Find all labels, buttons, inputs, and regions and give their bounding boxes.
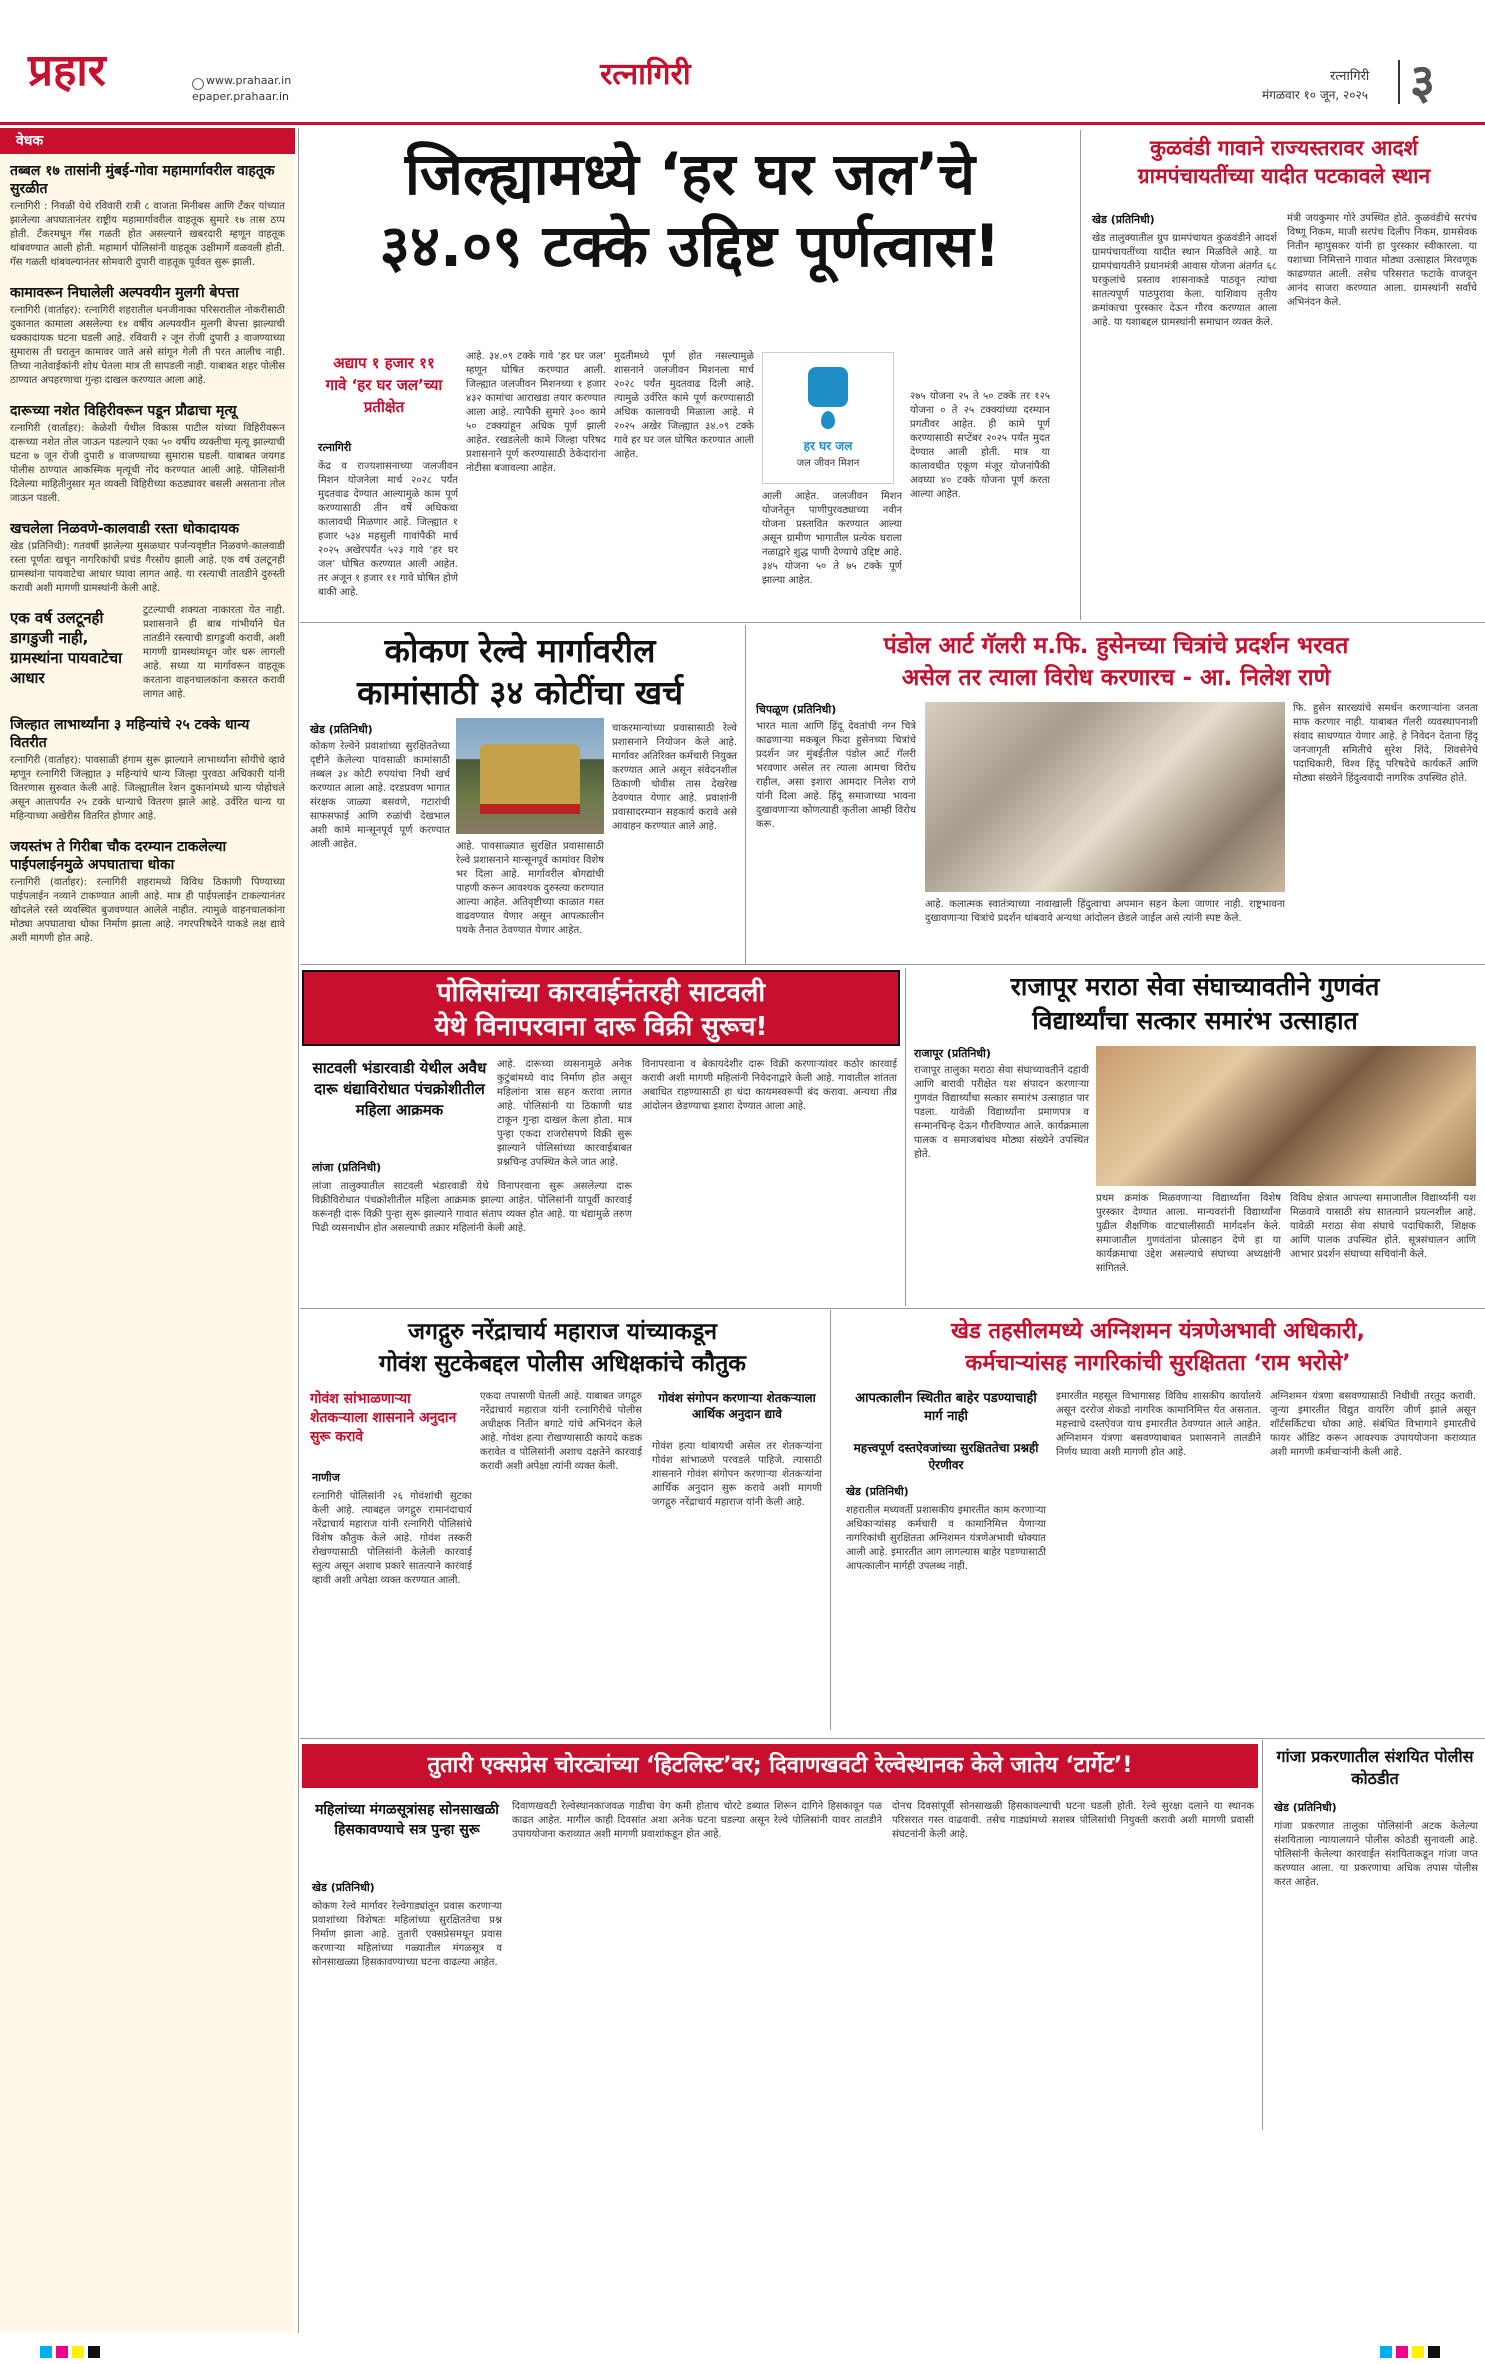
lead-deck: अद्याप १ हजार ११ गावे ‘हर घर जल’च्या प्रतीक्षेत bbox=[325, 354, 443, 416]
felicitation-photo bbox=[1096, 1046, 1476, 1186]
edition-title: रत्नागिरी bbox=[600, 57, 691, 92]
sidebar-story-body: खेड (प्रतिनिधी): गतवर्षी झालेल्या मुसळधार पर्जन्यवृष्टीत निळवणे-कालवाडी रस्ता पूर्णतः खचून नागरिकांची प्रचंड गैरसोय झाली आहे. एक वर्ष उलटूनही ग्रामस्थांना पायवाटेचा आधार घ्यावा लागत आहे. या रस्त्याची तातडीने दुरुस्ती करावी अशी मागणी ग्रामस्थांनी केली आहे. bbox=[10, 541, 285, 594]
khed-fire-body-col2: इमारतीत महसूल विभागासह विविध शासकीय कार्यालये असून दररोज शेकडो नागरिक कामानिमित्त येत असतात. महत्त्वाचे दस्तऐवज याच इमारतीत ठेवण्यात आले आहेत. अग्निशमन यंत्रणा बसवण्याबाबत प्रशासनाने तातडीने निर्णय घ्यावा अशी मागणी होत आहे. bbox=[1056, 1391, 1261, 1458]
sathavali-headline-line2: येथे विनापरवाना दारू विक्री सुरूच! bbox=[434, 1012, 768, 1042]
sidebar-story-body: रत्नागिरी (वार्ताहर): रत्नागिरी शहरामध्ये विविध ठिकाणी पिण्याच्या पाईपलाईन नव्याने टाकण्यात आली आहे. मात्र ही पाईपलाईन टाकल्यानंतर खोदलेले रस्ते व्यवस्थित बुजवण्यात आलेले नाहीत. त्यामुळे वाहनचालकांना मोठ्या अपघाताचा धोका निर्माण झाला आहे. नगरपरिषदेने याकडे लक्ष द्यावे अशी मागणी होत आहे. bbox=[10, 877, 285, 944]
sidebar-story-body: रत्नागिरी : निवळी येथे रविवारी रात्री ८ वाजता मिनीबस आणि टँकर यांच्यात झालेल्या अपघातानंतर राष्ट्रीय महामार्गावरील वाहतूक सुमारे १७ तास ठप्प होती. टँकरमधून गॅस गळती होत असल्याने खबरदारी म्हणून वाहतूक थांबवण्यात आली होती. महामार्ग पोलिसांनी वाहतूक उक्षीमार्गे वळवली होती. गॅस गळती थांबवल्यानंतर सोमवारी दुपारी वाहतूक पूर्ववत सुरू झाली. bbox=[10, 201, 285, 268]
jagadguru-deck: गोवंश सांभाळणाऱ्या शेतकऱ्याला शासनाने अनुदान सुरू करावे bbox=[310, 1391, 457, 1445]
edition-right: रत्नागिरी bbox=[1330, 69, 1370, 84]
water-drop-icon bbox=[821, 411, 835, 429]
color-registration-strip bbox=[0, 2340, 1485, 2364]
website-url: www.prahaar.in bbox=[206, 74, 292, 87]
tutari-deck: महिलांच्या मंगळसूत्रांसह सोनसाखळी हिसकावण्याचे सत्र पुन्हा सुरू bbox=[315, 1802, 499, 1838]
jagadguru-body-col3: गोवंश हत्या थांबायची असेल तर शेतकऱ्यांना गोवंश सांभाळणे परवडले पाहिजे. त्यासाठी शासनाने गोवंश संगोपन करणाऱ्या शेतकऱ्यांना आर्थिक अनुदान सुरू करावे अशी मागणी जगद्गुरु नरेंद्राचार्य महाराज यांनी केली आहे. bbox=[652, 1441, 822, 1508]
jagadguru-right-rule bbox=[830, 1310, 831, 1730]
jagadguru-headline-line1: जगद्गुरु नरेंद्राचार्य महाराज यांच्याकडून bbox=[407, 1319, 718, 1345]
rajapur-headline bbox=[910, 970, 1480, 1038]
black-swatch bbox=[1428, 2346, 1440, 2358]
magenta-swatch bbox=[1396, 2346, 1408, 2358]
khed-fire-deck2: महत्त्वपूर्ण दस्तऐवजांच्या सुरक्षिततेचा प्रश्नही ऐरणीवर bbox=[853, 1441, 1039, 1472]
nilesh-rane-photo bbox=[925, 702, 1285, 892]
sidebar-story-title: जिल्हात लाभार्थ्यांना ३ महिन्यांचे २५ टक्के धान्य वितरीत bbox=[10, 717, 250, 751]
khed-fire-headline-line1: खेड तहसीलमध्ये अग्निशमन यंत्रणेअभावी अधिकारी, bbox=[951, 1319, 1365, 1344]
pandol-headline-line1: पंडोल आर्ट गॅलरी म.फि. हुसेनच्या चित्रांचे प्रदर्शन भरवत bbox=[883, 633, 1349, 659]
yellow-swatch bbox=[1412, 2346, 1424, 2358]
page-number: ३ bbox=[1410, 54, 1435, 110]
locomotive-shape bbox=[480, 744, 580, 814]
sidebar-rule bbox=[298, 128, 299, 2333]
kudavandi-headline-line2: ग्रामपंचायतींच्या यादीत पटकावले स्थान bbox=[1137, 164, 1431, 188]
pandol-headline bbox=[752, 630, 1480, 694]
kudavandi-body-col1: खेड तालुक्यातील ग्रुप ग्रामपंचायत कुळवंडीने आदर्श ग्रामपंचायतींच्या यादीत स्थान मिळविले आहे. या ग्रामपंचायतीने प्रधानमंत्री आवास योजना अंतर्गत ६८ घरकुलांचे प्रस्ताव शासनाकडे पाठवून त्यांचा सातत्यपूर्ण पाठपुरावा केला. याशिवाय तृतीय क्रमांकाचा पुरस्कार देऊन गौरव करण्यात आला आहे. या यशाबद्दल ग्रामस्थांनी समाधान व्यक्त केले. bbox=[1092, 233, 1277, 328]
tutari-byline: खेड (प्रतिनिधी) bbox=[312, 1881, 375, 1894]
lead-headline bbox=[310, 138, 1070, 282]
jagadguru-headline-line2: गोवंश सुटकेबद्दल पोलीस अधिक्षकांचे कौतुक bbox=[379, 1351, 746, 1377]
sidebar-section-label: वेधक bbox=[0, 128, 295, 154]
konkan-body-col3: चाकरमान्यांच्या प्रवासासाठी रेल्वे प्रशासनाने नियोजन केले आहे. मार्गावर अतिरिक्त कर्मचारी नियुक्त करण्यात आले असून संवेदनशील ठिकाणी चोवीस तास देखरेख ठेवण्यात येणार आहे. प्रवाशांनी प्रवासादरम्यान सहकार्य करावे असे आवाहन करण्यात आले आहे. bbox=[612, 723, 737, 832]
tutari-body-col3: दोनच दिवसांपूर्वी सोनसाखळी हिसकावल्याची घटना घडली होती. रेल्वे सुरक्षा दलाने या स्थानक परिसरात गस्त वाढवावी. तसेच गाड्यांमध्ये सशस्त्र पोलिसांची नियुक्ती करावी अशी मागणी प्रवासी संघटनांनी केली आहे. bbox=[892, 1801, 1254, 1840]
kudavandi-headline bbox=[1088, 134, 1480, 190]
khed-fire-headline bbox=[836, 1316, 1480, 1380]
konkan-headline-line2: कामांसाठी ३४ कोटींचा खर्च bbox=[356, 673, 684, 712]
rajapur-body-col3: विविध क्षेत्रात आपल्या समाजातील विद्यार्थ्यांनी यश मिळवावे यासाठी संघ सातत्याने प्रयत्नशील आहे. यावेळी मराठा सेवा संघाचे पदाधिकारी, शिक्षक आणि पालक उपस्थित होते. सूत्रसंचालन आणि आभार प्रदर्शन संघाच्या सचिवांनी केले. bbox=[1290, 1193, 1476, 1260]
ganja-body: गांजा प्रकरणात तालुका पोलिसांनी अटक केलेल्या संशयिताला न्यायालयाने पोलीस कोठडी सुनावली आहे. पोलिसांनी केलेल्या कारवाईत संशयिताकडून गांजा जप्त करण्यात आला. या प्रकरणाचा अधिक तपास पोलीस करत आहेत. bbox=[1274, 1821, 1478, 1888]
magenta-swatch bbox=[56, 2346, 68, 2358]
row2-bottom-rule bbox=[300, 964, 1485, 965]
konkan-body-col1: कोकण रेल्वेने प्रवाशांच्या सुरक्षिततेच्या दृष्टीने केलेल्या पावसाळी कामांसाठी तब्बल ३४ कोटी रुपयांचा निधी खर्च करण्यात आला आहे. दरडप्रवण भागात संरक्षक जाळ्या बसवणे, गटारांची साफसफाई आणि रुळांची देखभाल अशी कामे मान्सूनपूर्व पूर्ण करण्यात आली आहेत. bbox=[310, 741, 450, 850]
lead-body-col3: मुदतीमध्ये पूर्ण होत नसल्यामुळे शासनाने जलजीवन मिशनला मार्च २०२८ पर्यंत मुदतवाढ दिली आहे. त्यामुळे उर्वरित कामे पूर्ण करण्यासाठी अधिक कालावधी मिळाला आहे. मे २०२५ अखेर जिल्ह्यात ३४.०९ टक्के गावे हर घर जल घोषित करण्यात आली आहेत. bbox=[614, 351, 754, 460]
tutari-body-col2: दिवाणखवटी रेल्वेस्थानकाजवळ गाडीचा वेग कमी होताच चोरटे डब्यात शिरून दागिने हिसकावून पळ काढत आहेत. मागील काही दिवसांत अशा अनेक घटना घडल्या असून रेल्वे पोलिसांनी यावर तातडीने उपाययोजना कराव्यात अशी मागणी प्रवाशांकडून होत आहे. bbox=[512, 1801, 882, 1840]
inline-story-title: एक वर्ष उलटूनही डागडुजी नाही, ग्रामस्थांना पायवाटेचा आधार bbox=[10, 609, 123, 687]
rajapur-headline-line2: विद्यार्थ्यांचा सत्कार समारंभ उत्साहात bbox=[1032, 1006, 1358, 1035]
sathavali-headline-line1: पोलिसांच्या कारवाईनंतरही साटवली bbox=[436, 978, 766, 1008]
har-ghar-jal-logo bbox=[762, 352, 894, 484]
tutari-body-col1: कोकण रेल्वे मार्गावर रेल्वेगाड्यांतून प्रवास करणाऱ्या प्रवाशांच्या विशेषतः महिलांच्या सुरक्षिततेचा प्रश्न निर्माण झाला आहे. तुतारी एक्सप्रेसमधून प्रवास करणाऱ्या महिलांच्या गळ्यातील मंगळसूत्र व सोनसाखळ्या हिसकावण्याच्या घटना वाढल्या आहेत. bbox=[312, 1901, 502, 1968]
sathavali-headline-box bbox=[302, 970, 900, 1046]
jagadguru-body-col2: एकदा तपासणी घेतली आहे. याबाबत जगद्गुरु नरेंद्राचार्य महाराज यांनी रत्नागिरीचे पोलीस अधीक्षक नितीन बगाटे यांचे अभिनंदन केले आहे. गोवंश हत्या रोखण्यासाठी कायदे कडक करावेत व पोलिसांनी अशाच दक्षतेने कारवाई करावी अशी अपेक्षा त्यांनी व्यक्त केली. bbox=[480, 1391, 642, 1472]
tutari-headline: तुतारी एक्सप्रेस चोरट्यांच्या ‘हिटलिस्ट’वर; दिवाणखवटी रेल्वेस्थानक केले जातेय ‘टार्गेट’! bbox=[302, 1744, 1258, 1788]
khed-fire-headline-line2: कर्मचाऱ्यांसह नागरिकांची सुरक्षितता ‘राम भरोसे’ bbox=[965, 1351, 1351, 1376]
masthead-rule bbox=[0, 122, 1485, 125]
sathavali-body-col3: विनापरवाना व बेकायदेशीर दारू विक्री करणाऱ्यांवर कठोर कारवाई करावी अशी मागणी महिलांनी निवेदनाद्वारे केली आहे. गावातील शांतता अबाधित राहण्यासाठी हा धंदा कायमस्वरूपी बंद करावा. अन्यथा तीव्र आंदोलन छेडण्याचा इशारा देण्यात आला आहे. bbox=[642, 1059, 897, 1112]
epaper-url: epaper.prahaar.in bbox=[192, 90, 289, 103]
jagadguru-byline: नाणीज bbox=[312, 1471, 340, 1484]
sidebar-story-body: रत्नागिरी (वार्ताहर): केळेशी येथील विकास पाटील यांच्या विहिरीवरून दारूच्या नशेत तोल जाऊन पडल्याने एका ५० वर्षीय व्यक्तीचा मृत्यू झाल्याची घटना ७ जून रोजी दुपारी ४ वाजण्याच्या सुमारास घडली. याबाबत जयगड पोलीस ठाण्यात आकस्मिक मृत्यूची नोंद करण्यात आली आहे. पोलिसांनी दिलेल्या माहितीनुसार मृत व्यक्ती विहिरीच्या कठड्यावर बसली असताना तोल जाऊन पडली. bbox=[10, 423, 285, 504]
globe-icon bbox=[192, 78, 204, 90]
jagadguru-sub-deck: गोवंश संगोपन करणाऱ्या शेतकऱ्याला आर्थिक अनुदान द्यावे bbox=[658, 1391, 816, 1421]
khed-fire-body-col3: अग्निशमन यंत्रणा बसवण्यासाठी निधीची तरतूद करावी. जुन्या इमारतीत विद्युत वायरिंग जीर्ण झाले असून शॉर्टसर्किटचा धोका आहे. संबंधित विभागाने इमारतीचे फायर ऑडिट करून आवश्यक उपाययोजना कराव्यात अशी मागणी कर्मचाऱ्यांनी केली आहे. bbox=[1270, 1391, 1476, 1458]
konkan-headline bbox=[300, 630, 740, 714]
khed-fire-byline: खेड (प्रतिनिधी) bbox=[846, 1485, 909, 1498]
yellow-swatch bbox=[72, 2346, 84, 2358]
row3-bottom-rule bbox=[300, 1308, 1485, 1309]
kudavandi-byline: खेड (प्रतिनिधी) bbox=[1092, 213, 1155, 226]
rajapur-body-col2: प्रथम क्रमांक मिळवणाऱ्या विद्यार्थ्यांना विशेष पुरस्कार देण्यात आला. मान्यवरांनी विद्यार्थ्यांना पुढील शैक्षणिक वाटचालीसाठी मार्गदर्शन केले. समाजातील गुणवंतांना प्रोत्साहन देणे हा या कार्यक्रमाचा उद्देश असल्याचे संघाच्या अध्यक्षांनी सांगितले. bbox=[1096, 1193, 1281, 1274]
kudavandi-body-col2: मंत्री जयकुमार गोरे उपस्थित होते. कुळवंडीचे सरपंच विष्णू निकम, माजी सरपंच दिलीप निकम, ग्रामसेवक नितीन म्हापुसकर यांनी हा पुरस्कार स्वीकारला. या यशाच्या निमित्ताने गावात मोठ्या उत्साहात मिरवणूक काढण्यात आली. तसेच परिसरात फटाके वाजवून आनंद साजरा करण्यात आला. ग्रामस्थांनी सर्वांचे अभिनंदन केले. bbox=[1287, 213, 1477, 308]
issue-date: मंगळवार १० जून, २०२५ bbox=[1262, 88, 1369, 102]
kudavandi-headline-line1: कुळवंडी गावाने राज्यस्तरावर आदर्श bbox=[1150, 136, 1418, 160]
jagadguru-headline bbox=[300, 1316, 825, 1380]
sidebar-story-title: जयस्तंभ ते गिरीबा चौक दरम्यान टाकलेल्या पाईपलाईनमुळे अपघाताचा धोका bbox=[10, 839, 227, 873]
lead-headline-line1: जिल्ह्यामध्ये ‘हर घर जल’चे bbox=[404, 140, 976, 208]
lead-bottom-rule bbox=[300, 622, 1485, 623]
pandol-body-col1: भारत माता आणि हिंदू देवतांची नग्न चित्रे काढणाऱ्या मकबूल फिदा हुसेनच्या चित्रांचे प्रदर्शन जर मुंबईतील पंडोल आर्ट गॅलरी भरवणार असेल तर त्याला आमचा विरोध राहील, असा इशारा आमदार निलेश राणे यांनी दिला आहे. हिंदू समाजाच्या भावना दुखावणाऱ्या कोणत्याही कृतीला आम्ही विरोध करू. bbox=[756, 721, 916, 830]
pandol-byline: चिपळूण (प्रतिनिधी) bbox=[756, 703, 837, 716]
lead-right-rule bbox=[1080, 130, 1081, 620]
rajapur-headline-line1: राजापूर मराठा सेवा संघाच्यावतीने गुणवंत bbox=[1010, 972, 1380, 1001]
logo-text-hghj: हर घर जल bbox=[803, 439, 853, 453]
sidebar-inline-box bbox=[10, 604, 285, 702]
konkan-headline-line1: कोकण रेल्वे मार्गावरील bbox=[384, 631, 656, 670]
sathavali-byline: लांजा (प्रतिनिधी) bbox=[312, 1161, 382, 1174]
ganja-byline: खेड (प्रतिनिधी) bbox=[1274, 1801, 1337, 1814]
black-swatch bbox=[88, 2346, 100, 2358]
sathavali-deck: साटवली भंडारवाडी येथील अवैध दारू धंद्याविरोधात पंचक्रोशीतील महिला आक्रमक bbox=[312, 1059, 487, 1119]
sidebar-story-title: तब्बल १७ तासांनी मुंबई-गोवा महामार्गावरील वाहतूक सुरळीत bbox=[10, 163, 275, 197]
rajapur-body-col1: राजापूर तालुका मराठा सेवा संघाच्यावतीने दहावी आणि बारावी परीक्षेत यश संपादन करणाऱ्या गुणवंत विद्यार्थ्यांचा सत्कार समारंभ उत्साहात पार पडला. यावेळी विद्यार्थ्यांना प्रमाणपत्र व सन्मानचिन्ह देऊन गौरविण्यात आले. कार्यक्रमाला पालक व समाजबांधव मोठ्या संख्येने उपस्थित होते. bbox=[914, 1065, 1089, 1160]
prahaar-logo: प्रहार bbox=[28, 45, 106, 96]
masthead bbox=[0, 0, 1485, 122]
sidebar-story-title: दारूच्या नशेत विहिरीवरून पडून प्रौढाचा मृत्यू bbox=[10, 403, 237, 419]
train-photo bbox=[456, 718, 604, 834]
pandol-body-col3: फि. हुसेन सारख्यांचे समर्थन करणाऱ्यांना जनता माफ करणार नाही. याबाबत गॅलरी व्यवस्थापनाशी संवाद साधण्यात येणार आहे. हे निवेदन देताना हिंदू जनजागृती समितीचे सुरेश शिंदे, शिवसेनेचे पदाधिकारी, विश्व हिंदू परिषदेचे कार्यकर्ते आणि मोठ्या संख्येने हिंदुत्ववादी नागरिक उपस्थित होते. bbox=[1293, 703, 1478, 784]
sathavali-body-col1: लांजा तालुक्यातील साटवली भंडारवाडी येथे विनापरवाना सुरू असलेल्या दारू विक्रीविरोधात पंचक्रोशीतील महिला आक्रमक झाल्या आहेत. पोलिसांनी यापूर्वी कारवाई करूनही दारू विक्री पुन्हा सुरू झाल्याने गावात संताप व्यक्त होत आहे. या धंद्यामुळे तरुण पिढी व्यसनाधीन होत असल्याची तक्रार महिलांनी केली आहे. bbox=[312, 1181, 632, 1234]
tutari-right-rule bbox=[1262, 1740, 1263, 2130]
sathavali-body-col2: आहे. दारूच्या व्यसनामुळे अनेक कुटुंबांमध्ये वाद निर्माण होत असून महिलांना त्रास सहन करावा लागत आहे. पोलिसांनी या ठिकाणी धाड टाकून गुन्हा दाखल केला होता. मात्र पुन्हा एकदा राजरोसपणे विक्री सुरू झाल्याने पोलिसांच्या कारवाईबाबत प्रश्नचिन्ह उपस्थित केले जात आहे. bbox=[497, 1059, 632, 1168]
sidebar-stories bbox=[10, 158, 285, 2328]
pandol-body-col2: आहे. कलात्मक स्वातंत्र्याच्या नावाखाली हिंदुत्वाचा अपमान सहन केला जाणार नाही. राष्ट्रभावना दुखावणाऱ्या चित्रांचे प्रदर्शन थांबवावे अन्यथा आंदोलन छेडले जाईल असे त्यांनी स्पष्ट केले. bbox=[925, 899, 1285, 924]
konkan-body-col2: आहे. पावसाळ्यात सुरक्षित प्रवासासाठी रेल्वे प्रशासनाने मान्सूनपूर्व कामांवर विशेष भर दिला आहे. मार्गावरील बोगद्यांची पाहणी करून आवश्यक दुरुस्त्या करण्यात आल्या आहेत. अतिवृष्टीच्या काळात गस्त वाढवण्यात येणार असून आपत्कालीन पथके तैनात ठेवण्यात येणार आहेत. bbox=[456, 841, 604, 936]
konkan-right-rule bbox=[745, 625, 746, 965]
lead-headline-line2: ३४.०९ टक्के उद्दिष्ट पूर्णत्वास! bbox=[379, 212, 1001, 280]
lead-body-col2: आहे. ३४.०९ टक्के गावे ‘हर घर जल’ म्हणून घोषित करण्यात आली. जिल्ह्यात जलजीवन मिशनच्या १ हजार ४३२ कामांचा आराखडा तयार करण्यात आला आहे. त्यापैकी सुमारे ३०० कामे ५० टक्क्यांहून अधिक पूर्ण झाली आहेत. रखडलेली कामे जिल्हा परिषद प्रशासनाने पूर्ण करण्यासाठी ठेकेदारांना नोटीसा बजावल्या आहेत. bbox=[466, 351, 606, 474]
sidebar bbox=[0, 128, 295, 2333]
khed-fire-deck1: आपत्कालीन स्थितीत बाहेर पडण्याचाही मार्ग नाही bbox=[855, 1391, 1037, 1424]
page-divider bbox=[1398, 60, 1400, 104]
rajapur-byline: राजापूर (प्रतिनिधी) bbox=[914, 1047, 991, 1060]
sidebar-story-title: खचलेला निळवणे-कालवाडी रस्ता धोकादायक bbox=[10, 521, 240, 537]
pandol-headline-line2: असेल तर त्याला विरोध करणारच - आ. निलेश राणे bbox=[901, 665, 1331, 691]
lead-body-col1: केंद्र व राज्यशासनाच्या जलजीवन मिशन योजनेला मार्च २०२८ पर्यंत मुदतवाढ देण्यात आल्यामुळे काम पूर्ण करण्यासाठी तीन वर्षे अधिकचा कालावधी मिळणार आहे. जिल्ह्यात १ हजार ५३४ महसुली गावांपैकी मार्च २०२५ अखेरपर्यंत ५२३ गावे ‘हर घर जल’ घोषित करण्यात आली आहेत. तर अजून १ हजार ११ गावे घोषित होणे बाकी आहे. bbox=[318, 461, 458, 598]
lead-dateline: रत्नागिरी bbox=[318, 441, 352, 454]
sathavali-right-rule bbox=[905, 968, 906, 1306]
lead-body-col4: आली आहेत. जलजीवन मिशन योजनेतून पाणीपुरवठ्याच्या नवीन योजना प्रस्तावित करण्यात आल्या असून ग्रामीण भागातील प्रत्येक घराला नळाद्वारे शुद्ध पाणी देण्याचे उद्दिष्ट आहे. ३४५ योजना ५० ते ७५ टक्के पूर्ण झाल्या आहेत. bbox=[762, 491, 902, 586]
sidebar-story-body: रत्नागिरी (वार्ताहर): पावसाळी हंगाम सुरू झाल्याने लाभार्थ्यांना सोयीचे व्हावे म्हणून रत्नागिरी जिल्ह्यात ३ महिन्यांचे धान्य जिल्हा पुरवठा अधिकारी यांनी वितरणास सुरुवात केली आहे. जिल्ह्यातील रेशन दुकानांमध्ये धान्य पोहोचले असून आतापर्यंत २५ टक्के धान्याचे वितरण झाले आहे. उर्वरित धान्य या महिन्याच्या अखेरीस वितरित होणार आहे. bbox=[10, 755, 285, 822]
khed-fire-body-col1: शहरातील मध्यवर्ती प्रशासकीय इमारतीत काम करणाऱ्या अधिकाऱ्यांसह कर्मचारी व कामानिमित्त येणाऱ्या नागरिकांची सुरक्षितता अग्निशमन यंत्रणेअभावी धोक्यात आली आहे. इमारतीत आग लागल्यास बाहेर पडण्यासाठी आपत्कालीन मार्गही उपलब्ध नाही. bbox=[846, 1505, 1046, 1572]
sidebar-story-title: कामावरून निघालेली अल्पवयीन मुलगी बेपत्ता bbox=[10, 285, 239, 301]
konkan-byline: खेड (प्रतिनिधी) bbox=[310, 723, 373, 736]
jagadguru-body-col1: रत्नागिरी पोलिसांनी २६ गोवंशांची सुटका केली आहे. त्याबद्दल जगद्गुरु रामानंदाचार्य नरेंद्राचार्य महाराज यांनी रत्नागिरी पोलिसांचे विशेष कौतुक केले आहे. गोवंश तस्करी रोखण्यासाठी पोलिसांनी केलेली कारवाई स्तुत्य असून अशाच प्रकारे सातत्याने कारवाई व्हावी अशी अपेक्षा व्यक्त करण्यात आली. bbox=[312, 1491, 472, 1586]
lead-body-col5: २७५ योजना २५ ते ५० टक्के तर १२५ योजना ० ते २५ टक्क्यांच्या दरम्यान प्रगतीवर आहेत. ही कामे पूर्ण करण्यासाठी सप्टेंबर २०२५ पर्यंत मुदत देण्यात आली होती. मात्र या कालावधीत एकूण मंजूर योजनांपैकी अवघ्या ४० टक्के योजना पूर्ण करता आल्या आहेत. bbox=[910, 391, 1050, 500]
sidebar-story-body: रत्नागिरी (वार्ताहर): रत्नागिरी शहरातील धनजीनाका परिसरातील नोकरीसाठी दुकानात कामाला असलेल्या १४ वर्षीय अल्पवयीन मुलगी बेपत्ता झाल्याची धक्कादायक घटना घडली आहे. रविवारी २ जून रोजी दुपारी ३ वाजण्याच्या सुमारास ती घरातून कामावर जाते असे सांगून गेली ती परत आलीच नाही. तिच्या नातेवाईकांनी शोध घेतला मात्र ती सापडली नाही. याबाबत शहर पोलीस ठाण्यात अपहरणाचा गुन्हा दाखल करण्यात आला आहे. bbox=[10, 305, 285, 386]
cyan-swatch bbox=[1380, 2346, 1392, 2358]
ganja-headline: गांजा प्रकरणातील संशयित पोलीस कोठडीत bbox=[1276, 1747, 1474, 1788]
logo-text-jjm: जल जीवन मिशन bbox=[796, 458, 860, 469]
water-tap-icon bbox=[808, 367, 848, 407]
row4-bottom-rule bbox=[300, 1738, 1485, 1739]
inline-story-body: टुटल्याची शक्यता नाकारता येत नाही. प्रशासनाने ही बाब गांभीर्याने घेत तातडीने रस्त्याची डागडुजी करावी, अशी मागणी ग्रामस्थांमधून जोर धरू लागली आहे. सध्या या मार्गावरून वाहतूक करताना वाहनचालकांना कसरत करावी लागत आहे. bbox=[143, 605, 285, 700]
cyan-swatch bbox=[40, 2346, 52, 2358]
